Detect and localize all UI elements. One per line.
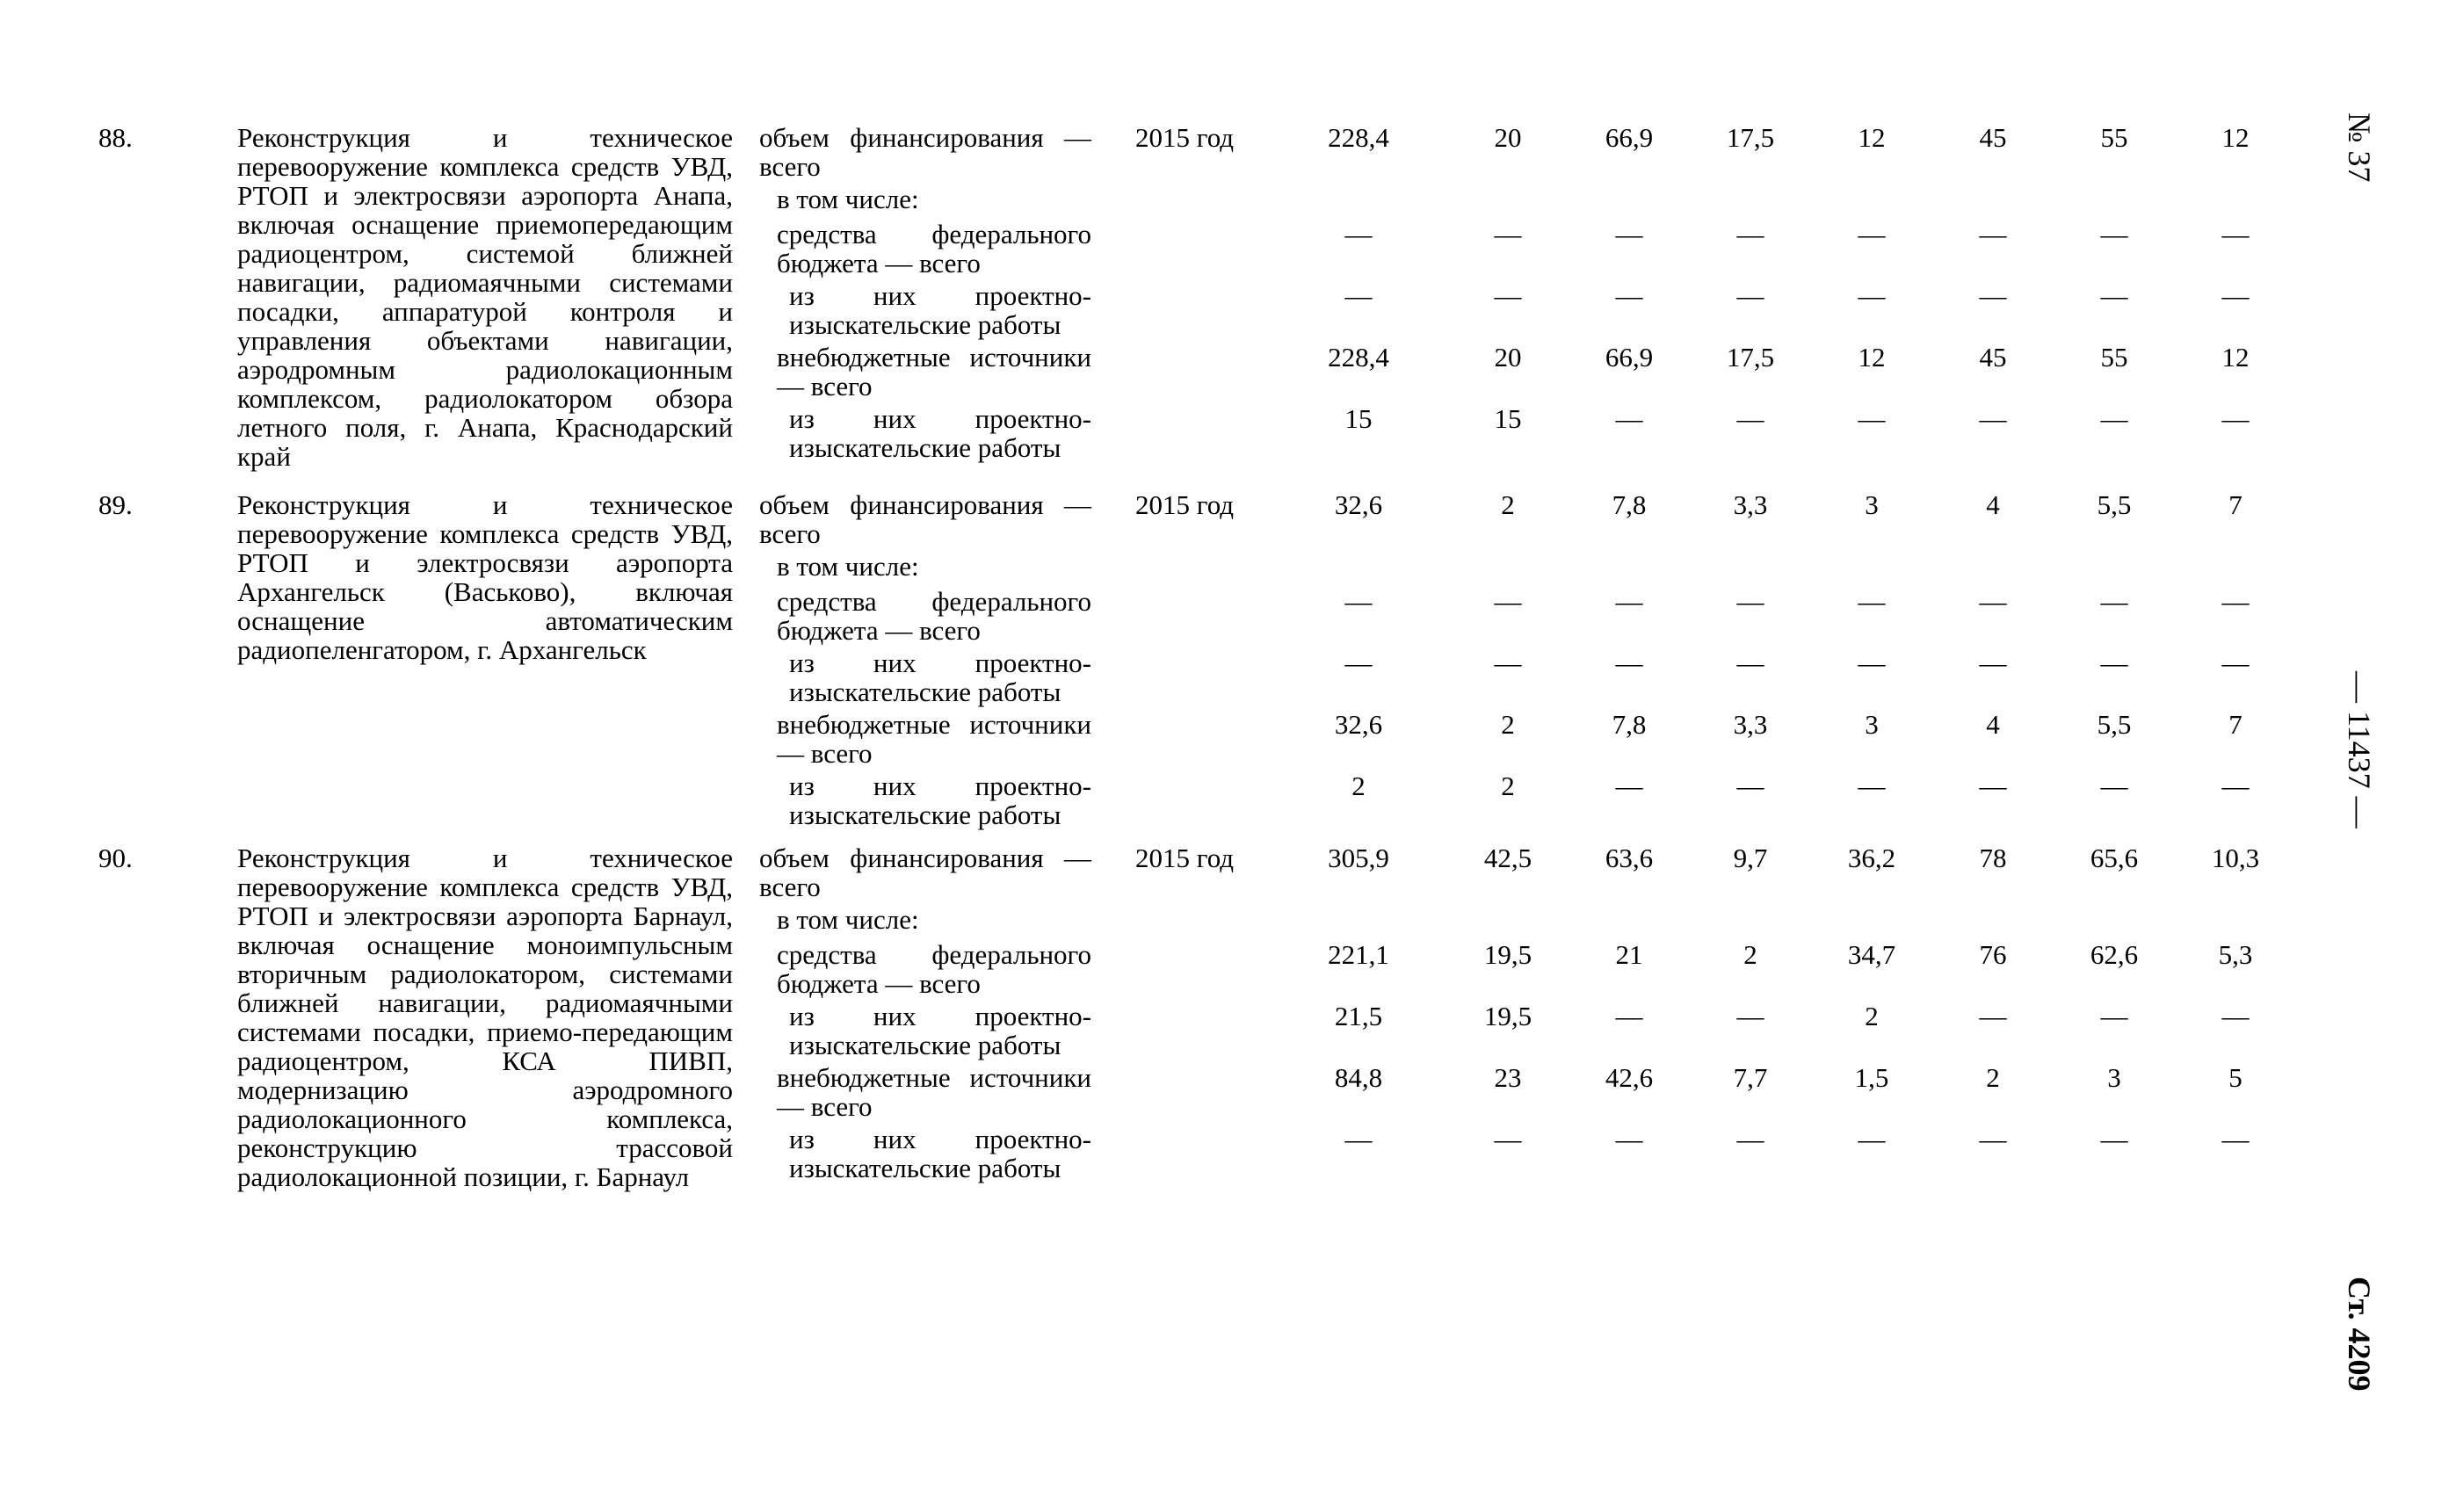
table-cell: 5,3 — [2218, 939, 2253, 970]
entry-year: 2015 год — [1135, 489, 1235, 520]
table-cell: — — [1615, 219, 1643, 250]
table-cell: 32,6 — [1334, 709, 1383, 740]
table-cell: 76 — [1979, 939, 2007, 970]
entry-number: 90. — [98, 843, 133, 873]
table-cell: 3,3 — [1733, 489, 1768, 520]
table-cell: 228,4 — [1328, 122, 1389, 153]
table-cell: 63,6 — [1605, 843, 1654, 873]
table-cell: — — [1494, 280, 1522, 311]
table-cell: — — [2221, 586, 2250, 617]
table-cell: 221,1 — [1328, 939, 1389, 970]
row-label: объем финансирования — всего — [759, 843, 1091, 902]
entry-number: 89. — [98, 489, 133, 520]
table-cell: — — [1344, 1124, 1373, 1154]
entry-subtitle: в том числе: — [777, 184, 919, 214]
table-cell: — — [1736, 219, 1764, 250]
table-cell: 19,5 — [1483, 939, 1532, 970]
table-cell: — — [1344, 280, 1373, 311]
table-cell: 2 — [1986, 1062, 2000, 1093]
table-cell: — — [1344, 647, 1373, 678]
table-cell: — — [1615, 586, 1643, 617]
table-cell: — — [1736, 770, 1764, 801]
entry-subtitle: в том числе: — [777, 904, 919, 935]
table-cell: — — [2100, 280, 2128, 311]
table-cell: — — [1736, 1001, 1764, 1031]
table-cell: — — [1494, 586, 1522, 617]
table-cell: 84,8 — [1334, 1062, 1383, 1093]
entry-year: 2015 год — [1135, 843, 1235, 873]
entry-subtitle: в том числе: — [777, 551, 919, 582]
table-cell: 3,3 — [1733, 709, 1768, 740]
table-cell: 45 — [1979, 342, 2007, 373]
entry-description: Реконструкция и техническое перевооружение комплекса средств УВД, РТОП и электросвязи аэропорта Архангельск (Васьково), включая оснащение автоматическим радиопеленгатором, г. Архангельск — [237, 489, 733, 665]
table-cell: 2 — [1743, 939, 1757, 970]
table-cell: 2 — [1865, 1001, 1879, 1031]
table-cell: 9,7 — [1733, 843, 1768, 873]
table-cell: 15 — [1494, 403, 1522, 434]
row-label: внебюджетные источники — всего — [777, 709, 1091, 769]
row-label: из них проектно-изыскательские работы — [789, 770, 1091, 830]
table-cell: — — [1615, 1124, 1643, 1154]
table-cell: 3 — [2107, 1062, 2121, 1093]
table-cell: — — [2221, 219, 2250, 250]
entry-year: 2015 год — [1135, 122, 1235, 153]
table-cell: 19,5 — [1483, 1001, 1532, 1031]
table-cell: — — [2100, 403, 2128, 434]
table-cell: — — [1615, 770, 1643, 801]
table-cell: — — [1858, 770, 1886, 801]
table-cell: 7,8 — [1612, 489, 1647, 520]
row-label: из них проектно-изыскательские работы — [789, 403, 1091, 463]
table-cell: — — [1979, 647, 2007, 678]
table-cell: 7 — [2228, 709, 2243, 740]
table-cell: — — [1494, 647, 1522, 678]
table-cell: — — [2100, 770, 2128, 801]
table-cell: 1,5 — [1854, 1062, 1889, 1093]
table-cell: — — [1615, 403, 1643, 434]
table-cell: — — [2100, 1124, 2128, 1154]
table-cell: 12 — [1858, 342, 1886, 373]
table-cell: 7,8 — [1612, 709, 1647, 740]
table-cell: — — [2221, 647, 2250, 678]
table-cell: — — [1344, 586, 1373, 617]
table-cell: — — [2221, 770, 2250, 801]
table-cell: — — [1494, 1124, 1522, 1154]
entry-description: Реконструкция и техническое перевооружение комплекса средств УВД, РТОП и электросвязи аэропорта Барнаул, включая оснащение моноимпульсным вторичным радиолокатором, системами ближней навигации, радиомаячными системами посадки, приемо-передающим радиоцентром, КСА ПИВП, модернизацию аэродромного радиолокационного комплекса, реконструкцию трассовой радиолокационной позиции, г. Барнаул — [237, 843, 733, 1192]
table-cell: — — [1858, 586, 1886, 617]
table-cell: 65,6 — [2090, 843, 2139, 873]
table-cell: 3 — [1865, 489, 1879, 520]
table-cell: 7 — [2228, 489, 2243, 520]
table-cell: 32,6 — [1334, 489, 1383, 520]
table-cell: — — [1979, 1001, 2007, 1031]
table-cell: 2 — [1501, 709, 1515, 740]
table-cell: 5 — [2228, 1062, 2243, 1093]
table-cell: 36,2 — [1847, 843, 1896, 873]
table-cell: — — [1615, 1001, 1643, 1031]
table-cell: 23 — [1494, 1062, 1522, 1093]
table-cell: — — [2100, 647, 2128, 678]
table-cell: — — [2221, 1124, 2250, 1154]
table-cell: — — [1494, 219, 1522, 250]
table-cell: — — [1615, 647, 1643, 678]
issue-number: № 37 — [2342, 112, 2377, 183]
table-cell: — — [1344, 219, 1373, 250]
table-cell: 15 — [1344, 403, 1373, 434]
table-cell: — — [1736, 403, 1764, 434]
row-label: из них проектно-изыскательские работы — [789, 1001, 1091, 1060]
table-cell: 228,4 — [1328, 342, 1389, 373]
table-cell: — — [1979, 1124, 2007, 1154]
entry-description: Реконструкция и техническое перевооружение комплекса средств УВД, РТОП и электросвязи аэропорта Анапа, включая оснащение приемопередающим радиоцентром, системой ближней навигации, радиомаячными системами посадки, аппаратурой контроля и управления объектами навигации, аэродромным радиолокационным комплексом, радиолокатором обзора летного поля, г. Анапа, Краснодарский край — [237, 122, 733, 472]
table-cell: 42,5 — [1483, 843, 1532, 873]
table-cell: — — [2100, 586, 2128, 617]
page-range: — 11437 — — [2342, 671, 2377, 828]
table-cell: 17,5 — [1726, 122, 1775, 153]
row-label: средства федерального бюджета — всего — [777, 939, 1091, 999]
table-cell: — — [1858, 647, 1886, 678]
table-cell: 5,5 — [2097, 709, 2132, 740]
table-cell: — — [2100, 219, 2128, 250]
table-cell: — — [1979, 586, 2007, 617]
table-cell: — — [1736, 647, 1764, 678]
table-cell: 2 — [1501, 770, 1515, 801]
table-cell: 21,5 — [1334, 1001, 1383, 1031]
table-cell: 5,5 — [2097, 489, 2132, 520]
table-cell: 21 — [1615, 939, 1643, 970]
table-cell: — — [1858, 403, 1886, 434]
table-cell: — — [2221, 403, 2250, 434]
table-cell: 45 — [1979, 122, 2007, 153]
row-label: объем финансирования — всего — [759, 489, 1091, 549]
table-cell: 2 — [1501, 489, 1515, 520]
table-cell: 12 — [2221, 122, 2250, 153]
table-cell: 78 — [1979, 843, 2007, 873]
row-label: внебюджетные источники — всего — [777, 342, 1091, 402]
table-cell: 20 — [1494, 342, 1522, 373]
table-cell: — — [1979, 770, 2007, 801]
table-cell: 66,9 — [1605, 122, 1654, 153]
table-cell: — — [1736, 586, 1764, 617]
table-cell: 7,7 — [1733, 1062, 1768, 1093]
table-cell: — — [1858, 219, 1886, 250]
table-cell: 42,6 — [1605, 1062, 1654, 1093]
row-label: из них проектно-изыскательские работы — [789, 647, 1091, 707]
row-label: объем финансирования — всего — [759, 122, 1091, 182]
table-cell: 12 — [2221, 342, 2250, 373]
table-cell: — — [1736, 280, 1764, 311]
table-cell: 12 — [1858, 122, 1886, 153]
table-cell: 10,3 — [2211, 843, 2260, 873]
table-cell: 4 — [1986, 489, 2000, 520]
table-cell: — — [1858, 1124, 1886, 1154]
table-cell: 17,5 — [1726, 342, 1775, 373]
table-cell: — — [1979, 280, 2007, 311]
table-cell: 3 — [1865, 709, 1879, 740]
table-cell: 55 — [2100, 122, 2128, 153]
table-cell: — — [2100, 1001, 2128, 1031]
table-cell: 2 — [1351, 770, 1366, 801]
table-cell: 4 — [1986, 709, 2000, 740]
row-label: средства федерального бюджета — всего — [777, 586, 1091, 646]
table-cell: — — [1979, 403, 2007, 434]
row-label: из них проектно-изыскательские работы — [789, 1124, 1091, 1183]
row-label: из них проектно-изыскательские работы — [789, 280, 1091, 340]
table-cell: 62,6 — [2090, 939, 2139, 970]
table-cell: 55 — [2100, 342, 2128, 373]
row-label: внебюджетные источники — всего — [777, 1062, 1091, 1122]
row-label: средства федерального бюджета — всего — [777, 219, 1091, 279]
table-cell: — — [2221, 1001, 2250, 1031]
table-cell: 305,9 — [1328, 843, 1389, 873]
article-number: Ст. 4209 — [2342, 1277, 2377, 1392]
table-cell: — — [1858, 280, 1886, 311]
table-cell: — — [2221, 280, 2250, 311]
entry-number: 88. — [98, 122, 133, 153]
table-cell: 66,9 — [1605, 342, 1654, 373]
table-cell: 20 — [1494, 122, 1522, 153]
table-cell: — — [1979, 219, 2007, 250]
table-cell: — — [1736, 1124, 1764, 1154]
table-cell: 34,7 — [1847, 939, 1896, 970]
table-cell: — — [1615, 280, 1643, 311]
